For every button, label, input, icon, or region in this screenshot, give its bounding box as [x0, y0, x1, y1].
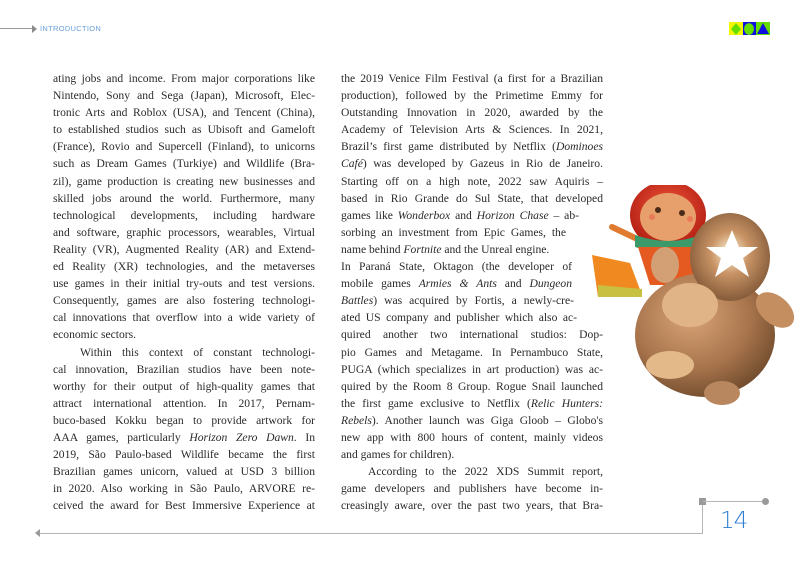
text-line — [341, 378, 603, 395]
text-segment: 2019, São Paulo-based Wildlife became the first — [53, 448, 315, 462]
text-segment: skilled jobs around the world. Furthermore, many — [53, 191, 315, 205]
text-segment: quired by the Room 8 Group. Rogue Snail launched — [341, 379, 603, 393]
text-line — [53, 155, 315, 172]
text-line — [53, 190, 315, 207]
arrow-left-icon — [35, 529, 40, 537]
text-segment: mobile games — [341, 277, 419, 291]
text-line — [341, 344, 603, 361]
text-segment: buco-based Kokku began to provide artwork for — [53, 413, 315, 427]
text-line — [53, 463, 315, 480]
text-line — [53, 70, 315, 87]
text-segment: attract international attention. In 2017, Pernam- — [53, 396, 315, 410]
italic-title: Horizon Chase — [476, 208, 549, 222]
left-text-column — [53, 70, 315, 514]
section-label: INTRODUCTION — [40, 24, 102, 33]
text-line — [341, 173, 603, 190]
text-line — [341, 70, 603, 87]
text-segment: Outstanding Innovation in 2020, awarded by the — [341, 106, 603, 120]
text-line — [53, 275, 315, 292]
text-segment: name behind — [341, 242, 404, 256]
italic-title: Café — [341, 157, 363, 171]
text-line — [341, 412, 603, 429]
text-segment: Nintendo, Sony and Sega (Japan), Microsoft, Elec- — [53, 89, 315, 103]
text-line — [53, 87, 315, 104]
text-line — [341, 138, 603, 155]
header-rule — [0, 28, 32, 29]
text-segment: games like — [341, 208, 398, 222]
italic-title: Dominoes — [555, 140, 603, 154]
text-segment: the 2019 Venice Film Festival (a first for a Brazilian — [341, 72, 603, 85]
text-segment: PUGA (which specializes in art production) was ac- — [341, 362, 603, 376]
text-segment: ) was acquired by Fortis, a newly-cre- — [373, 294, 574, 308]
text-segment: Brazil’s first game distributed by Netflix ( — [341, 140, 556, 154]
text-segment: – ab- — [548, 208, 579, 222]
text-segment: production), followed by the Primetime Emmy for — [341, 89, 603, 103]
arrow-right-icon — [32, 25, 37, 33]
text-segment: to established studios such as Ubisoft and Gameloft — [53, 123, 315, 137]
italic-title: Fortnite — [403, 242, 442, 256]
italic-title: Wonderbox — [397, 208, 451, 222]
text-segment: Starting off on a high note, 2022 saw Aquiris – — [341, 174, 603, 188]
text-line — [341, 275, 572, 292]
text-segment: In Paraná State, Oktagon (the developer of — [341, 260, 572, 274]
text-segment: quired another two international studios: Dop- — [341, 328, 603, 342]
text-segment: pio Games and Metagame. In Pernambuco State, — [341, 345, 603, 359]
text-line — [341, 446, 603, 463]
text-segment: AAA games, particularly — [53, 430, 190, 444]
text-line — [53, 378, 315, 395]
text-line — [53, 326, 315, 343]
text-line — [341, 326, 603, 343]
triangle-icon — [756, 22, 770, 35]
text-segment: ). Another launch was Giga Gloob – Globo's — [371, 413, 603, 427]
text-segment: sorbing an investment from Epic Games, the — [341, 225, 566, 239]
text-segment: zil), game production is creating new businesses and — [53, 174, 315, 188]
footer-rule-vertical — [702, 502, 703, 534]
text-line — [341, 104, 603, 121]
text-line — [53, 361, 315, 378]
text-line — [341, 429, 603, 446]
footer-rule — [40, 533, 702, 534]
text-segment: use games in their initial try-outs and test versions. — [53, 277, 315, 291]
text-segment: and software, graphic processors, wearables, Virtual — [53, 225, 315, 239]
text-segment: such as Dream Games (Turkiye) and Wildlife (Bra- — [53, 157, 315, 171]
game-character-illustration — [590, 185, 800, 415]
text-segment: Reality (VR), Augmented Reality (AR) and Extend- — [53, 242, 315, 256]
italic-title: Dungeon — [529, 277, 572, 291]
text-segment: ceived the award for Best Immersive Experience at — [53, 499, 315, 513]
text-line — [341, 480, 603, 497]
text-line — [53, 138, 315, 155]
text-segment: tronic Arts and Roblox (USA), and Tencent (China), — [53, 106, 315, 120]
text-segment: technological developments, including hardware — [53, 208, 315, 222]
text-line — [341, 309, 577, 326]
text-line — [53, 258, 315, 275]
text-segment: the first game exclusive to Netflix ( — [341, 396, 531, 410]
text-segment: and — [496, 277, 530, 291]
text-line — [53, 104, 315, 121]
italic-title: Armies & Ants — [418, 277, 497, 291]
circle-icon — [743, 22, 757, 35]
text-line — [53, 207, 315, 224]
page-number: 14 — [720, 508, 748, 534]
text-line — [53, 241, 315, 258]
text-segment: Brazilian games unicorn, valued at USD 3 billion — [53, 465, 315, 479]
diamond-icon — [729, 22, 743, 35]
right-text-column — [341, 70, 603, 514]
text-line — [341, 497, 603, 514]
text-segment: . In — [293, 430, 315, 444]
text-segment: economic sectors. — [53, 328, 137, 342]
dot-marker-icon — [762, 498, 769, 505]
text-segment: Consequently, games are also fostering technologi- — [53, 294, 315, 308]
text-line — [341, 258, 572, 275]
text-line — [53, 344, 315, 361]
text-segment: According to the 2022 XDS Summit report, — [368, 465, 603, 479]
section-badges — [729, 22, 770, 35]
text-segment: and games for children). — [341, 448, 455, 462]
text-line — [341, 361, 603, 378]
text-segment: Academy of Television Arts & Sciences. In 2021, — [341, 123, 603, 137]
italic-title: Horizon Zero Dawn — [189, 430, 294, 444]
text-line — [53, 497, 315, 514]
text-segment: (France), Rovio and Supercell (Finland), to unicorns — [53, 140, 315, 154]
text-line — [53, 309, 315, 326]
text-segment: new app with 800 hours of content, mainly videos — [341, 430, 603, 444]
text-segment: in 2020. Also working in São Paulo, ARVORE re- — [53, 482, 315, 496]
text-line — [53, 395, 315, 412]
footer-rule-top — [703, 501, 765, 502]
text-segment: and the Unreal engine. — [441, 242, 550, 256]
text-line — [53, 173, 315, 190]
text-line — [341, 190, 603, 207]
text-line — [341, 463, 603, 480]
text-line — [53, 224, 315, 241]
text-segment: cal innovation, Brazilian studios have been note- — [53, 362, 315, 376]
text-line — [341, 224, 566, 241]
text-line — [341, 207, 579, 224]
text-segment: game developers and publishers have become in- — [341, 482, 603, 496]
text-line — [53, 412, 315, 429]
italic-title: Battles — [341, 294, 374, 308]
text-segment: ) was developed by Gazeus in Rio de Janeiro. — [362, 157, 603, 171]
text-segment: Within this context of constant technologi- — [80, 345, 315, 359]
text-line — [341, 395, 603, 412]
text-line — [341, 292, 574, 309]
text-line — [53, 480, 315, 497]
text-line — [53, 446, 315, 463]
italic-title: Relic Hunters: — [530, 396, 603, 410]
text-segment: based in Rio Grande do Sul State, that developed — [341, 191, 603, 205]
text-line — [341, 87, 603, 104]
text-segment: ating jobs and income. From major corporations like — [53, 72, 315, 85]
text-segment: creasingly aware, over the past two years, that Bra- — [341, 499, 603, 513]
text-line — [53, 121, 315, 138]
text-line — [53, 292, 315, 309]
italic-title: Rebels — [341, 413, 372, 427]
text-segment: worthy for their output of high-quality games that — [53, 379, 315, 393]
text-segment: and — [450, 208, 477, 222]
text-segment: ated US company and publisher which also ac- — [341, 311, 577, 325]
text-segment: ed Reality (XR) technologies, and the metaverses — [53, 260, 315, 274]
text-segment: cal innovations that overflow into a wide variety of — [53, 311, 315, 325]
text-line — [341, 155, 603, 172]
text-line — [53, 429, 315, 446]
text-line — [341, 241, 573, 258]
text-line — [341, 121, 603, 138]
